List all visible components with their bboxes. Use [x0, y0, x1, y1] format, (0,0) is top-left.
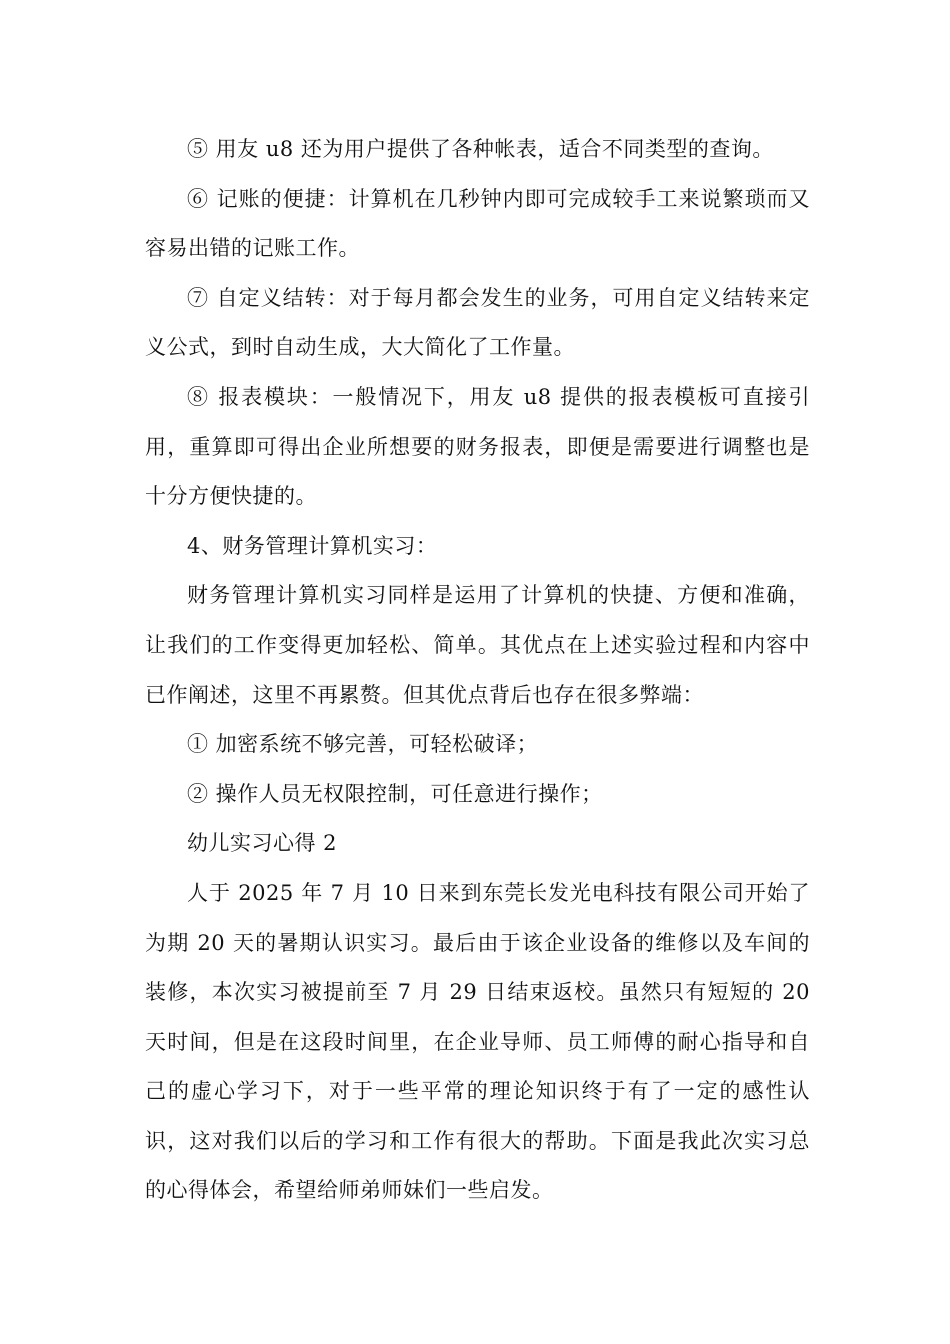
paragraph-item-7: ⑦ 自定义结转：对于每月都会发生的业务，可用自定义结转来定义公式，到时自动生成，大大简化了工作量。	[145, 285, 810, 360]
paragraph-item-8: ⑧ 报表模块：一般情况下，用友 u8 提供的报表模板可直接引用，重算即可得出企业所想要的财务报表，即便是需要进行调整也是十分方便快捷的。	[145, 384, 810, 509]
paragraph-intro: 人于 2025 年 7 月 10 日来到东莞长发光电科技有限公司开始了为期 20 天的暑期认识实习。最后由于该企业设备的维修以及车间的装修，本次实习被提前至 7 月 29 日结束返校。虽然只有短短的 20 天时间，但是在这段时间里，在企业导师、员工师傅的耐心指导和自己的虚心学习下，对于一些平常的理论知识终于有了一定的感性认识，这对我们以后的学习和工作有很大的帮助。下面是我此次实习总的心得体会，希望给师弟师妹们一些启发。	[145, 880, 810, 1203]
paragraph-summary: 财务管理计算机实习同样是运用了计算机的快捷、方便和准确，让我们的工作变得更加轻松、简单。其优点在上述实验过程和内容中已作阐述，这里不再累赘。但其优点背后也存在很多弊端：	[145, 583, 810, 707]
document-body	[145, 125, 810, 1216]
paragraph-item-6: ⑥ 记账的便捷：计算机在几秒钟内即可完成较手工来说繁琐而又容易出错的记账工作。	[145, 186, 810, 261]
paragraph-item-5: ⑤ 用友 u8 还为用户提供了各种帐表，适合不同类型的查询。	[187, 137, 774, 161]
paragraph-drawback-1: ① 加密系统不够完善，可轻松破译；	[187, 732, 539, 757]
paragraph-drawback-2: ② 操作人员无权限控制，可任意进行操作；	[187, 781, 603, 806]
section-heading: 4、财务管理计算机实习：	[187, 533, 438, 558]
article-title: 幼儿实习心得 2	[187, 831, 338, 856]
